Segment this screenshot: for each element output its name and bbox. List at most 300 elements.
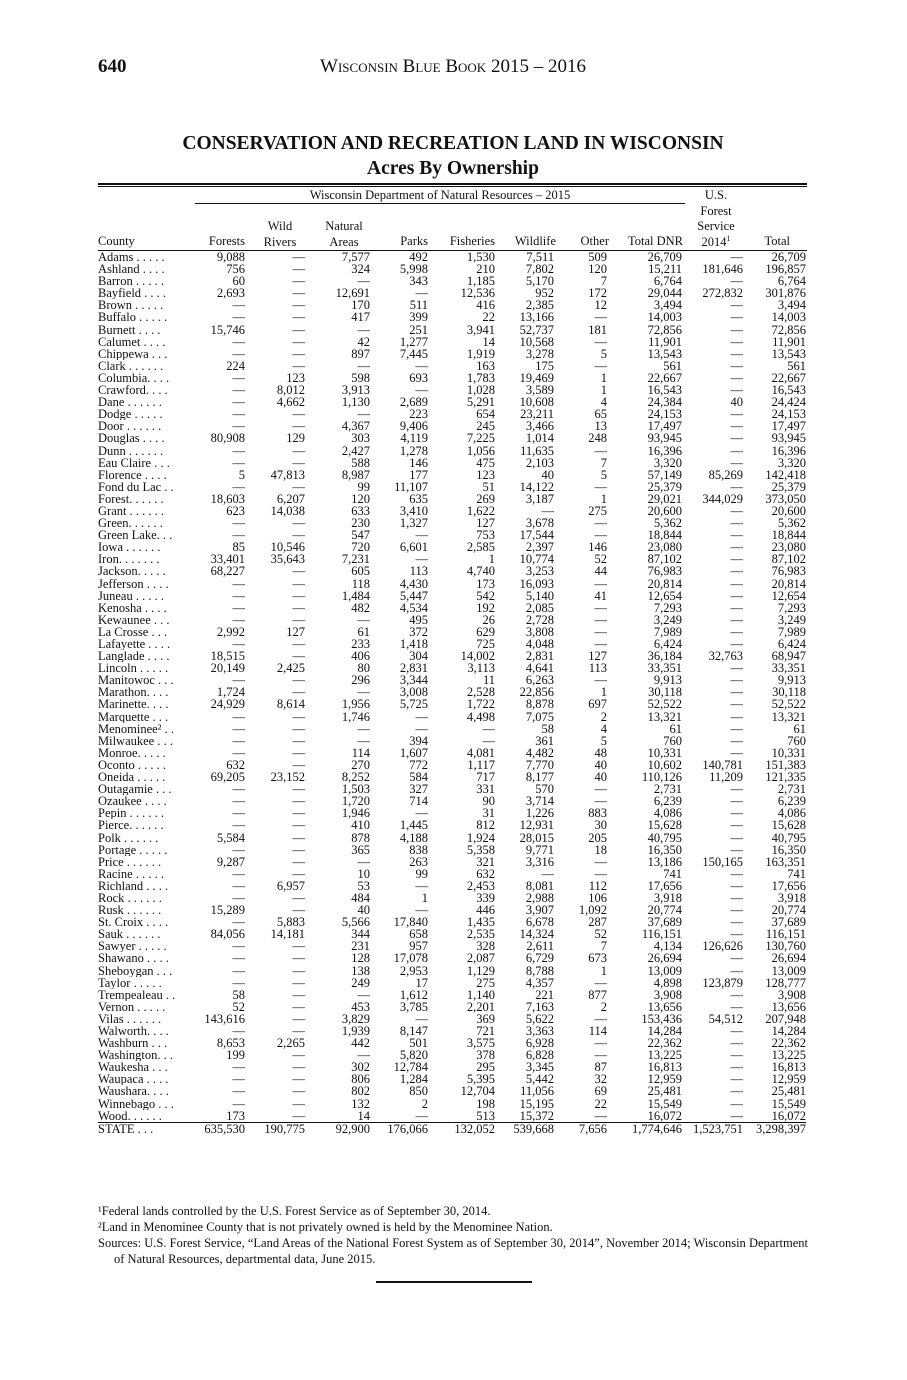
- cell-total-dnr: 116,151: [641, 928, 682, 941]
- table-row: [98, 832, 806, 844]
- cell-other: 112: [588, 879, 607, 892]
- cell-total-dnr: 52,522: [647, 698, 682, 711]
- cell-fisheries: 5,358: [466, 843, 495, 856]
- cell-wildlife: 14,324: [519, 928, 554, 941]
- cell-parks: 4,188: [399, 831, 428, 844]
- cell-fisheries: 7,225: [466, 432, 495, 445]
- cell-forests: 5: [238, 468, 245, 481]
- cell-fisheries: 654: [476, 408, 495, 421]
- cell-wildlife: 175: [535, 359, 554, 372]
- col-header-usfs-line3: Service: [697, 219, 735, 233]
- cell-usfs: —: [730, 601, 743, 614]
- cell-county: Chippewa . . .: [98, 347, 168, 360]
- cell-fisheries: 725: [476, 638, 495, 651]
- cell-fisheries: 2,087: [466, 952, 495, 965]
- table-subtitle: Acres By Ownership: [367, 158, 539, 179]
- cell-other: 2: [600, 710, 607, 723]
- cell-forests: 24,929: [210, 698, 245, 711]
- cell-wild-rivers: —: [292, 674, 305, 687]
- cell-fisheries: 331: [476, 783, 495, 796]
- cell-county: Polk . . . . . .: [98, 831, 159, 844]
- cell-total-dnr: 93,945: [647, 432, 682, 445]
- page-number: 640: [98, 56, 127, 77]
- cell-natural-areas: 410: [351, 819, 370, 832]
- cell-total: 14,284: [771, 1025, 806, 1038]
- cell-total-dnr: 3,249: [653, 613, 682, 626]
- cell-total: 26,709: [771, 251, 806, 264]
- cell-fisheries: 5,395: [466, 1073, 495, 1086]
- cell-parks: 3,008: [399, 686, 428, 699]
- cell-parks: 17,078: [393, 952, 428, 965]
- cell-forests: 15,746: [210, 323, 245, 336]
- table-row: [98, 541, 806, 553]
- cell-wild-rivers: —: [292, 323, 305, 336]
- table-row: [98, 420, 806, 432]
- cell-other: —: [594, 577, 607, 590]
- cell-fisheries: 26: [482, 613, 495, 626]
- data-table: [98, 251, 806, 1136]
- col-header-usfs-year: 2014: [701, 234, 727, 249]
- cell-forests: —: [232, 867, 245, 880]
- cell-total-dnr: 24,153: [647, 408, 682, 421]
- cell-county: La Crosse . . .: [98, 625, 168, 638]
- cell-usfs: —: [730, 904, 743, 917]
- cell-forests: —: [232, 396, 245, 409]
- cell-other: —: [594, 359, 607, 372]
- cell-forests: 2,693: [216, 287, 245, 300]
- cell-county: Ashland . . . .: [98, 263, 165, 276]
- cell-forests: —: [232, 299, 245, 312]
- cell-wild-rivers: —: [292, 783, 305, 796]
- cell-forests: —: [232, 480, 245, 493]
- cell-usfs: —: [730, 819, 743, 832]
- cell-wildlife: 10,774: [519, 553, 554, 566]
- cell-other: —: [594, 1012, 607, 1025]
- cell-total: 23,080: [771, 541, 806, 554]
- cell-natural-areas: 1,484: [341, 589, 370, 602]
- table-row: [98, 916, 806, 928]
- table-row: [98, 844, 806, 856]
- cell-natural-areas: 897: [351, 347, 370, 360]
- table-row: [98, 904, 806, 916]
- cell-total: 61: [793, 722, 806, 735]
- cell-forests: —: [232, 722, 245, 735]
- cell-usfs: —: [730, 275, 743, 288]
- cell-wildlife: 10,568: [519, 335, 554, 348]
- cell-parks: 1,327: [399, 517, 428, 530]
- cell-forests: —: [232, 1061, 245, 1074]
- cell-county: Lafayette . . . .: [98, 638, 171, 651]
- cell-wildlife: —: [541, 867, 554, 880]
- cell-fisheries: 192: [476, 601, 495, 614]
- cell-wildlife: 8,081: [525, 879, 554, 892]
- cell-other: 120: [588, 263, 607, 276]
- cell-total-dnr: 76,983: [647, 565, 682, 578]
- cell-county: Milwaukee . . .: [98, 734, 173, 747]
- cell-forests: —: [232, 710, 245, 723]
- cell-usfs: —: [730, 529, 743, 542]
- cell-total: 16,350: [771, 843, 806, 856]
- cell-other: 4: [600, 722, 607, 735]
- cell-usfs: —: [730, 988, 743, 1001]
- table-row: [98, 408, 806, 420]
- table-row: [98, 940, 806, 952]
- cell-forests: 623: [226, 504, 245, 518]
- cell-wild-rivers: 123: [286, 371, 305, 385]
- cell-total-dnr: 23,080: [647, 541, 682, 554]
- cell-wildlife: 570: [535, 783, 554, 796]
- cell-county: Crawford. . . .: [98, 384, 168, 397]
- cell-wild-rivers: —: [292, 577, 305, 590]
- cell-other: —: [594, 1109, 607, 1123]
- cell-forests: 33,401: [210, 553, 245, 566]
- cell-county: Dane . . . . . .: [98, 396, 162, 409]
- cell-fisheries: 446: [476, 904, 495, 917]
- cell-total: 17,497: [771, 420, 806, 433]
- cell-other: 106: [588, 891, 607, 905]
- cell-usfs: —: [730, 1097, 743, 1110]
- cell-wild-rivers: —: [292, 819, 305, 832]
- cell-wildlife: 12,931: [519, 819, 554, 832]
- cell-county: Walworth. . . .: [98, 1025, 169, 1038]
- cell-total-dnr: 20,814: [647, 577, 682, 590]
- cell-parks: 5,447: [399, 589, 428, 602]
- col-header-wild-rivers-line1: Wild: [267, 219, 293, 233]
- cell-natural-areas: 588: [351, 456, 370, 469]
- cell-wildlife: 3,808: [525, 625, 554, 638]
- cell-parks: 11,107: [394, 480, 428, 493]
- cell-county: Waukesha . . .: [98, 1061, 168, 1074]
- cell-wild-rivers: —: [292, 831, 305, 844]
- cell-natural-areas: 42: [357, 335, 370, 348]
- cell-total: 3,918: [777, 891, 806, 905]
- cell-total-dnr: 22,667: [647, 371, 682, 385]
- cell-wildlife: —: [541, 504, 554, 518]
- cell-forests: 1,724: [216, 686, 245, 699]
- table-row: [98, 565, 806, 577]
- cell-natural-areas: 1,130: [341, 396, 370, 409]
- table-row: [98, 626, 806, 638]
- cell-total: 4,086: [777, 807, 806, 820]
- cell-other: 146: [588, 541, 607, 554]
- cell-other: —: [594, 783, 607, 796]
- cell-parks: 327: [409, 783, 428, 796]
- cell-fisheries: 416: [476, 299, 495, 312]
- cell-total-dnr: 13,225: [647, 1049, 682, 1062]
- cell-county: Portage . . . . .: [98, 843, 168, 856]
- cell-other: —: [594, 855, 607, 868]
- cell-parks: 113: [409, 565, 428, 578]
- cell-total: 14,003: [771, 311, 806, 324]
- cell-total-dnr: 3,908: [653, 988, 682, 1001]
- cell-other: 2: [600, 1000, 607, 1013]
- cell-fisheries: 2,585: [466, 541, 495, 554]
- cell-total: 20,774: [771, 904, 806, 917]
- cell-other: 673: [588, 952, 607, 965]
- table-row: [98, 868, 806, 880]
- cell-wild-rivers: —: [292, 940, 305, 953]
- cell-total: 121,335: [765, 771, 806, 784]
- cell-total: 16,396: [771, 444, 806, 457]
- footnote-2: ²Land in Menominee County that is not privately owned is held by the Menominee Nation.: [98, 1220, 553, 1234]
- cell-wildlife: 3,187: [525, 492, 554, 505]
- cell-other: 248: [588, 432, 607, 445]
- cell-natural-areas: 296: [351, 674, 370, 687]
- cell-other: 65: [594, 408, 607, 421]
- cell-forests: —: [232, 964, 245, 977]
- cell-natural-areas: 132: [351, 1097, 370, 1110]
- cell-fisheries: 210: [476, 263, 495, 276]
- cell-usfs: 123,879: [702, 976, 743, 989]
- cell-usfs: —: [730, 565, 743, 578]
- cell-wildlife: 15,372: [519, 1109, 554, 1123]
- cell-total-dnr: 741: [663, 867, 682, 880]
- cell-parks: 177: [409, 468, 428, 481]
- cell-usfs: —: [730, 807, 743, 820]
- cell-wild-rivers: 35,643: [270, 553, 305, 566]
- table-row: [98, 807, 806, 819]
- cell-other: 12: [594, 299, 607, 312]
- cell-fisheries: 339: [476, 891, 495, 905]
- table-row: [98, 384, 806, 396]
- cell-forests: 224: [226, 359, 245, 372]
- cell-wildlife: 6,678: [525, 916, 554, 929]
- cell-fisheries: 51: [482, 480, 495, 493]
- table-row: [98, 445, 806, 457]
- cell-total: 22,667: [771, 371, 806, 385]
- cell-natural-areas: 7,231: [341, 553, 370, 566]
- cell-natural-areas: —: [357, 686, 370, 699]
- cell-parks: 8,147: [399, 1025, 428, 1038]
- cell-wild-rivers: —: [292, 1097, 305, 1110]
- table-row: [98, 578, 806, 590]
- cell-total: 13,321: [771, 710, 806, 723]
- cell-fisheries: 1,028: [466, 384, 495, 397]
- cell-total: 3,320: [777, 456, 806, 469]
- cell-wildlife: 10,608: [519, 396, 554, 409]
- cell-wild-rivers: —: [292, 952, 305, 965]
- table-row: [98, 553, 806, 565]
- cell-forests: 68,227: [210, 565, 245, 578]
- cell-natural-areas: —: [357, 734, 370, 747]
- cell-forests: 58: [232, 988, 245, 1001]
- cell-wildlife: 14,122: [519, 480, 554, 493]
- cell-other: 30: [594, 819, 607, 832]
- cell-total-dnr: 16,072: [647, 1109, 682, 1123]
- cell-natural-areas: 1,746: [341, 710, 370, 723]
- cell-county: Burnett . . . .: [98, 323, 161, 336]
- cell-total: 25,481: [771, 1085, 806, 1098]
- cell-wildlife: 5,442: [525, 1073, 554, 1086]
- cell-county: Ozaukee . . . .: [98, 795, 167, 808]
- cell-wildlife: 11,056: [520, 1085, 554, 1098]
- cell-fisheries: 542: [476, 589, 495, 602]
- cell-wildlife: 2,728: [525, 613, 554, 626]
- cell-parks: 343: [409, 275, 428, 288]
- cell-fisheries: 328: [476, 940, 495, 953]
- cell-county: Taylor . . . . .: [98, 976, 162, 989]
- cell-usfs: —: [730, 1025, 743, 1038]
- cell-total: 2,731: [777, 783, 806, 796]
- cell-natural-areas: 61: [357, 625, 370, 638]
- cell-wild-rivers: —: [292, 347, 305, 360]
- cell-natural-areas: 344: [351, 928, 370, 941]
- cell-forests: —: [232, 843, 245, 856]
- cell-parks: 850: [409, 1085, 428, 1098]
- table-row: [98, 602, 806, 614]
- cell-natural-areas: 270: [351, 758, 370, 772]
- cell-fisheries: 3,941: [466, 323, 495, 336]
- cell-natural-areas: —: [357, 988, 370, 1001]
- cell-natural-areas: 10: [357, 867, 370, 880]
- col-header-usfs-line4: [688, 235, 744, 251]
- cell-total: 15,628: [771, 819, 806, 832]
- cell-fisheries: 22: [482, 311, 495, 324]
- cell-county: Grant . . . . . .: [98, 504, 164, 518]
- cell-parks: 2,689: [399, 396, 428, 409]
- cell-parks: 6,601: [399, 541, 428, 554]
- cell-other: 7: [600, 275, 607, 288]
- cell-forests: 5,584: [216, 831, 245, 844]
- cell-usfs: —: [730, 504, 743, 518]
- cell-parks: 2,953: [399, 964, 428, 977]
- cell-other: 48: [594, 746, 607, 759]
- cell-other: 40: [594, 758, 607, 772]
- cell-parks: 492: [409, 251, 428, 264]
- cell-wild-rivers: 10,546: [270, 541, 305, 554]
- cell-county: Rock . . . . . .: [98, 891, 162, 905]
- cell-total-dnr: 33,351: [647, 662, 682, 675]
- cell-total: 16,543: [771, 384, 806, 397]
- cell-fisheries: 1,129: [466, 964, 495, 977]
- cell-county: Waupaca . . . .: [98, 1073, 169, 1086]
- cell-wild-rivers: —: [292, 1073, 305, 1086]
- cell-usfs: —: [730, 1061, 743, 1074]
- cell-forests: —: [232, 916, 245, 929]
- cell-other: 1: [600, 492, 607, 505]
- col-header-natural-areas-line2: Areas: [329, 234, 359, 249]
- cell-fisheries: 1,530: [466, 251, 495, 264]
- cell-usfs: 272,832: [702, 287, 743, 300]
- table-row: [98, 674, 806, 686]
- cell-usfs: —: [730, 589, 743, 602]
- cell-parks: 501: [409, 1037, 428, 1050]
- cell-total-dnr: 17,656: [647, 879, 682, 892]
- cell-wild-rivers: 6,207: [276, 492, 305, 505]
- cell-fisheries: 173: [476, 577, 495, 590]
- cell-wild-rivers: —: [292, 710, 305, 723]
- table-row: [98, 1098, 806, 1110]
- cell-county: Eau Claire . . .: [98, 456, 170, 469]
- cell-forests: 60: [232, 275, 245, 288]
- cell-other: —: [594, 613, 607, 626]
- cell-fisheries: 14,002: [460, 650, 495, 663]
- cell-county: Marathon. . . .: [98, 686, 169, 699]
- table-row: [98, 989, 806, 1001]
- cell-natural-areas: 598: [351, 371, 370, 385]
- cell-other: 41: [594, 589, 607, 602]
- col-header-wild-rivers: [255, 219, 305, 250]
- cell-parks: 7,445: [399, 347, 428, 360]
- cell-fisheries: 475: [476, 456, 495, 469]
- cell-forests: 9,088: [216, 251, 245, 264]
- cell-county: Marinette. . . .: [98, 698, 169, 711]
- cell-usfs: —: [730, 384, 743, 397]
- cell-natural-areas: 233: [351, 638, 370, 651]
- cell-parks: 1,418: [399, 638, 428, 651]
- cell-wildlife: 4,048: [525, 638, 554, 651]
- table-row: [98, 299, 806, 311]
- cell-wildlife: 952: [535, 287, 554, 300]
- cell-wild-rivers: —: [292, 1000, 305, 1013]
- cell-other: 205: [588, 831, 607, 844]
- cell-county: Calumet . . . .: [98, 335, 166, 348]
- cell-total: 40,795: [771, 831, 806, 844]
- cell-forests: 2,992: [216, 625, 245, 638]
- cell-natural-areas: —: [357, 855, 370, 868]
- cell-total: 12,654: [771, 589, 806, 602]
- cell-usfs: 344,029: [702, 492, 743, 505]
- cell-usfs: —: [730, 1109, 743, 1123]
- table-row: [98, 662, 806, 674]
- cell-total: 130,760: [765, 940, 806, 953]
- cell-county: Shawano . . . .: [98, 952, 169, 965]
- cell-parks: 4,534: [399, 601, 428, 614]
- cell-total-dnr: 22,362: [647, 1037, 682, 1050]
- cell-wild-rivers: 2,265: [276, 1037, 305, 1050]
- col-header-total: Total: [764, 234, 790, 248]
- cell-total: 20,814: [771, 577, 806, 590]
- table-row: [98, 795, 806, 807]
- cell-usfs: —: [730, 916, 743, 929]
- cell-total: 12,959: [771, 1073, 806, 1086]
- table-row: [98, 263, 806, 275]
- cell-wild-rivers: —: [292, 722, 305, 735]
- cell-usfs: —: [730, 613, 743, 626]
- cell-total: 93,945: [771, 432, 806, 445]
- cell-forests: —: [232, 335, 245, 348]
- cell-total: 116,151: [765, 928, 806, 941]
- cell-wildlife: 15,195: [519, 1097, 554, 1110]
- cell-forests: —: [232, 529, 245, 542]
- cell-wildlife: 16,093: [519, 577, 554, 590]
- cell-total: 18,844: [771, 529, 806, 542]
- cell-total-dnr: 7,293: [653, 601, 682, 614]
- cell-total-dnr: 13,186: [647, 855, 682, 868]
- cell-natural-areas: 547: [351, 529, 370, 542]
- cell-natural-areas: 80: [357, 662, 370, 675]
- cell-other: 5: [600, 468, 607, 481]
- cell-usfs: —: [730, 698, 743, 711]
- cell-natural-areas: 303: [351, 432, 370, 445]
- cell-natural-areas: 3,913: [341, 384, 370, 397]
- cell-fisheries: 2,201: [466, 1000, 495, 1013]
- cell-parks: 1: [421, 891, 428, 905]
- cell-county: Menominee² . .: [98, 722, 174, 735]
- cell-total-dnr: 12,959: [647, 1073, 682, 1086]
- cell-county: Washington. . .: [98, 1049, 174, 1062]
- cell-wildlife: 6,928: [525, 1037, 554, 1050]
- cell-county: Douglas . . . .: [98, 432, 165, 445]
- cell-total-dnr: 3,918: [653, 891, 682, 905]
- cell-natural-areas: 128: [351, 952, 370, 965]
- cell-natural-areas: 170: [351, 299, 370, 312]
- cell-other: 113: [588, 662, 607, 675]
- table-row: [98, 650, 806, 662]
- cell-total-dnr: 3,494: [653, 299, 682, 312]
- cell-total-dnr: 87,102: [647, 553, 682, 566]
- cell-parks: 2: [421, 1097, 428, 1110]
